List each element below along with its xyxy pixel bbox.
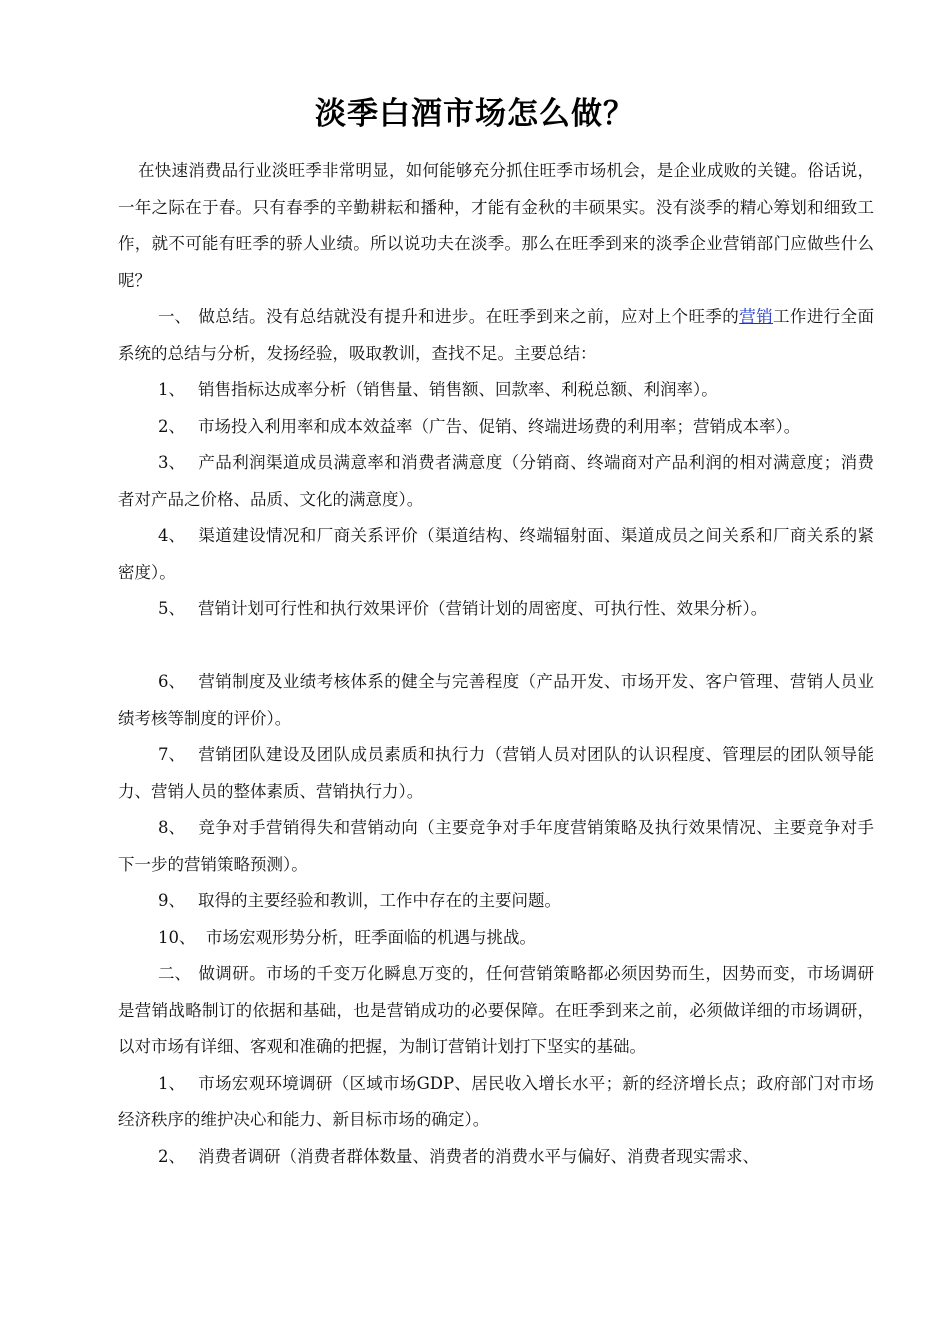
list-item	[118, 518, 874, 591]
document-body	[118, 153, 874, 1175]
list-item-text: 市场宏观环境调研（区域市场GDP、居民收入增长水平；新的经济增长点；政府部门对市场经济秩序的维护决心和能力、新目标市场的确定）。	[118, 1073, 874, 1129]
list-item-text: 取得的主要经验和教训，工作中存在的主要问题。	[198, 891, 561, 910]
section-2-text: 做调研。市场的千变万化瞬息万变的，任何营销策略都必须因势而生，因势而变，市场调研是营销战略制订的依据和基础，也是营销成功的必要保障。在旺季到来之前，必须做详细的市场调研，以对市场有详细、客观和准确的把握，为制订营销计划打下坚实的基础。	[118, 964, 874, 1056]
list-item	[118, 1066, 874, 1139]
list-item	[118, 591, 874, 628]
list-item	[118, 810, 874, 883]
section-1-marker: 一、	[158, 307, 191, 326]
list-item-number: 4、	[158, 526, 185, 545]
list-item-number: 3、	[158, 453, 185, 472]
list-item-number: 10、	[158, 927, 196, 947]
list-item-text: 消费者调研（消费者群体数量、消费者的消费水平与偏好、消费者现实需求、	[198, 1146, 759, 1166]
list-item-number: 1、	[158, 1073, 185, 1093]
list-item-number: 8、	[158, 818, 185, 837]
intro-paragraph: 在快速消费品行业淡旺季非常明显，如何能够充分抓住旺季市场机会，是企业成败的关键。俗话说，一年之际在于春。只有春季的辛勤耕耘和播种，才能有金秋的丰硕果实。没有淡季的精心筹划和细致工作，就不可能有旺季的骄人业绩。所以说功夫在淡季。那么在旺季到来的淡季企业营销部门应做些什么呢？	[118, 161, 874, 290]
list-item	[118, 1139, 874, 1176]
list-item-text: 产品利润渠道成员满意率和消费者满意度（分销商、终端商对产品利润的相对满意度；消费者对产品之价格、品质、文化的满意度）。	[118, 453, 874, 509]
section-1-text: 做总结。没有总结就没有提升和进步。在旺季到来之前，应对上个旺季的	[198, 307, 740, 326]
list-item	[118, 737, 874, 810]
list-item	[118, 445, 874, 518]
list-item-text: 竞争对手营销得失和营销动向（主要竞争对手年度营销策略及执行效果情况、主要竞争对手下一步的营销策略预测）。	[118, 818, 874, 874]
list-item	[118, 664, 874, 737]
list-item-text: 市场宏观形势分析，旺季面临的机遇与挑战。	[206, 927, 536, 947]
list-item-number: 7、	[158, 745, 185, 764]
list-item-number: 2、	[158, 416, 185, 436]
list-item-text: 销售指标达成率分析（销售量、销售额、回款率、利税总额、利润率）。	[198, 380, 718, 399]
marketing-link[interactable]: 营销	[739, 307, 774, 326]
section-2-paragraph	[118, 956, 874, 1066]
list-item-text: 渠道建设情况和厂商关系评价（渠道结构、终端辐射面、渠道成员之间关系和厂商关系的紧密度）。	[118, 526, 874, 582]
list-item	[118, 920, 874, 957]
list-item-text: 营销计划可行性和执行效果评价（营销计划的周密度、可执行性、效果分析）。	[198, 599, 768, 618]
list-item-text: 营销团队建设及团队成员素质和执行力（营销人员对团队的认识程度、管理层的团队领导能力、营销人员的整体素质、营销执行力）。	[118, 745, 874, 801]
list-item-number: 6、	[158, 672, 185, 691]
list-item	[118, 409, 874, 446]
section-1-text-cont: 工作进行全面系统的总结与分析，发扬经验，吸取教训，查找不足。主要总结：	[118, 307, 875, 363]
blank-line	[118, 628, 874, 665]
section-2-marker: 二、	[158, 964, 191, 983]
list-item-number: 2、	[158, 1146, 185, 1166]
list-item-text: 市场投入利用率和成本效益率（广告、促销、终端进场费的利用率；营销成本率）。	[198, 416, 801, 436]
list-item-number: 5、	[158, 599, 185, 618]
list-item	[118, 883, 874, 920]
section-1-paragraph	[118, 299, 874, 372]
document-title: 淡季白酒市场怎么做？	[315, 96, 635, 132]
list-item-number: 9、	[158, 891, 185, 910]
list-item	[118, 372, 874, 409]
list-item-number: 1、	[158, 380, 185, 399]
list-item-text: 营销制度及业绩考核体系的健全与完善程度（产品开发、市场开发、客户管理、营销人员业绩考核等制度的评价）。	[118, 672, 874, 728]
